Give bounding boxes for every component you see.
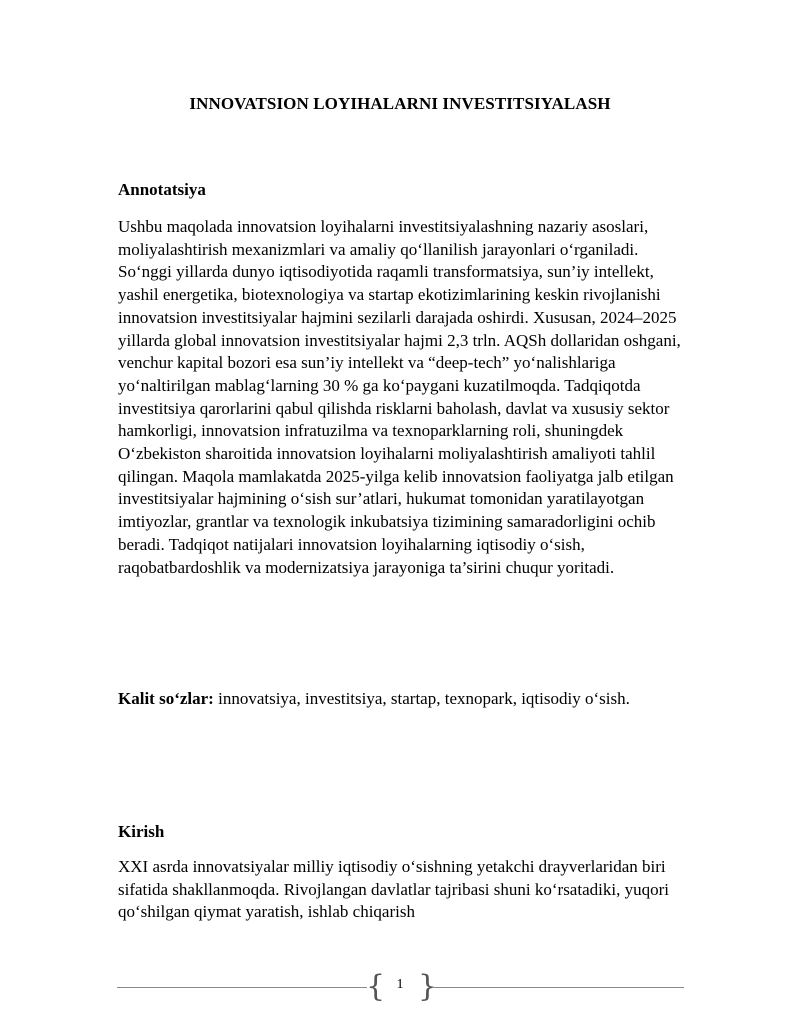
introduction-body: XXI asrda innovatsiyalar milliy iqtisodiy o‘sishning yetakchi drayverlaridan biri sifatida shakllanmoqda. Rivojlangan davlatlar tajribasi shuni ko‘rsatadiki, yuqori qo‘shilgan qiymat yaratish, ishlab chiqarish [118,857,669,922]
keywords-text: innovatsiya, investitsiya, startap, texnopark, iqtisodiy o‘sish. [213,689,630,708]
footer-rule-left [117,987,367,988]
keywords-line [118,689,718,709]
page-number: 1 [396,977,404,992]
footer-brace-close: } [418,969,438,1004]
footer-brace-open: { [366,969,386,1004]
keywords-label: Kalit so‘zlar: [118,689,214,708]
introduction-heading: Kirish [118,822,165,841]
abstract-heading: Annotatsiya [118,180,206,199]
footer-rule-right [432,987,684,988]
page-footer [0,969,800,1004]
page-title: INNOVATSION LOYIHALARNI INVESTITSIYALASH [189,94,611,113]
abstract-body: Ushbu maqolada innovatsion loyihalarni investitsiyalashning nazariy asoslari, moliyalashtirish mexanizmlari va amaliy qo‘llanilish jarayonlari o‘rganiladi. So‘nggi yillarda dunyo iqtisodiyotida raqamli transformatsiya, sun’iy intellekt, yashil energetika, biotexnologiya va startap ekotizimlarining keskin rivojlanishi innovatsion investitsiyalar hajmini sezilarli darajada oshirdi. Xususan, 2024–2025 yillarda global innovatsion investitsiyalar hajmi 2,3 trln. AQSh dollaridan oshgani, venchur kapital bozori esa sun’iy intellekt va “deep-tech” yo‘nalishlariga yo‘naltirilgan mablag‘larning 30 % ga ko‘paygani kuzatilmoqda. Tadqiqotda investitsiya qarorlarini qabul qilishda risklarni baholash, davlat va xususiy sektor hamkorligi, innovatsion infratuzilma va texnoparklarning roli, shuningdek O‘zbekiston sharoitida innovatsion loyihalarni moliyalashtirish amaliyoti tahlil qilingan. Maqola mamlakatda 2025-yilga kelib innovatsion faoliyatga jalb etilgan investitsiyalar hajmining o‘sish sur’atlari, hukumat tomonidan yaratilayotgan imtiyozlar, grantlar va texnologik inkubatsiya tizimining samaradorligini ochib beradi. Tadqiqot natijalari innovatsion loyihalarning iqtisodiy o‘sish, raqobatbardoshlik va modernizatsiya jarayoniga ta’sirini chuqur yoritadi. [118,217,681,577]
